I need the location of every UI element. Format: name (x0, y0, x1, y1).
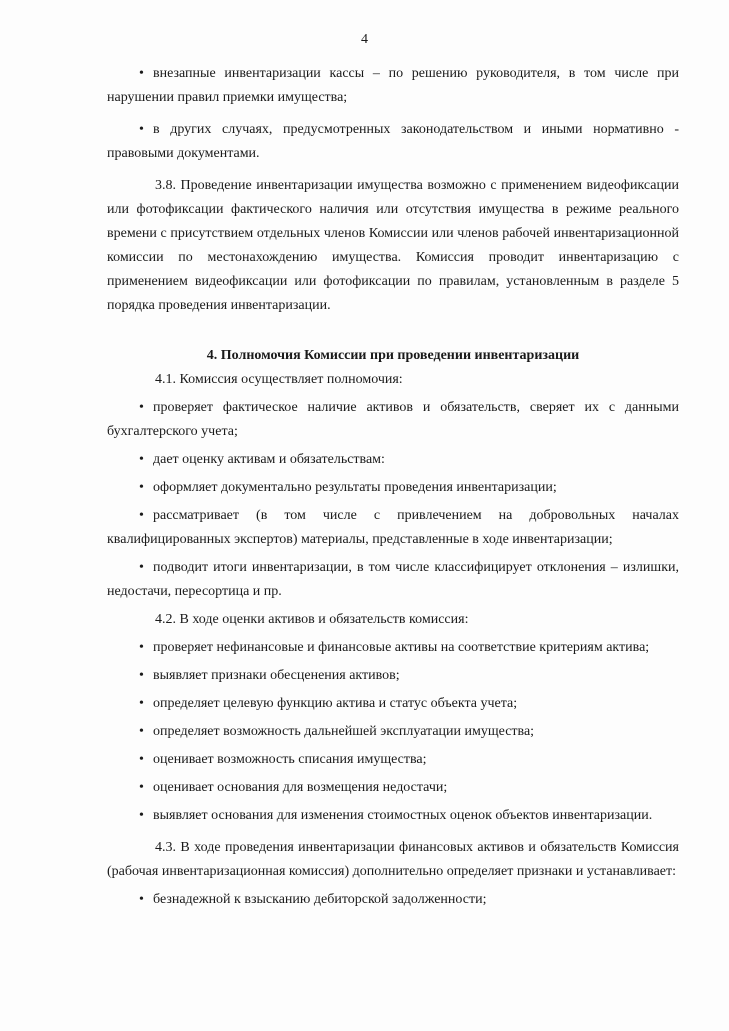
bullet-marker: • (139, 808, 144, 823)
bullet-marker: • (139, 892, 144, 907)
paragraph-4-3: 4.3. В ходе проведения инвентаризации финансовых активов и обязательств Комиссия (рабочая инвентаризационная комиссия) дополнительно определяет признаки и устанавливает: (107, 840, 679, 879)
bullet-item: • оценивает возможность списания имущества; (107, 748, 679, 772)
bullet-marker: • (139, 780, 144, 795)
bullet-marker: • (139, 400, 144, 415)
bullet-item: • дает оценку активам и обязательствам: (107, 448, 679, 472)
bullet-item: • проверяет нефинансовые и финансовые активы на соответствие критериям актива; (107, 636, 679, 660)
bullet-item: • оценивает основания для возмещения недостачи; (107, 776, 679, 800)
bullet-marker: • (139, 560, 144, 575)
bullet-marker: • (139, 66, 144, 81)
bullet-marker: • (139, 508, 144, 523)
bullet-item: • в других случаях, предусмотренных законодательством и иными нормативно - правовыми документами. (107, 118, 679, 166)
bullet-marker: • (139, 640, 144, 655)
section-heading: 4. Полномочия Комиссии при проведении инвентаризации (206, 348, 580, 363)
bullet-item: • проверяет фактическое наличие активов и обязательств, сверяет их с данными бухгалтерского учета; (107, 396, 679, 444)
bullet-item: • определяет целевую функцию актива и статус объекта учета; (107, 692, 679, 716)
bullet-item: • оформляет документально результаты проведения инвентаризации; (107, 476, 679, 500)
bullet-marker: • (139, 696, 144, 711)
bullet-marker: • (139, 668, 144, 683)
paragraph-3-8: 3.8. Проведение инвентаризации имущества возможно с применением видеофиксации или фотофиксации фактического наличия или отсутствия имущества в режиме реального времени с присутствием отдельных членов Комиссии или членов рабочей инвентаризационной комиссии по местонахождению имущества. Комиссия проводит инвентаризацию с применением видеофиксации или фотофиксации по правилам, установленным в разделе 5 порядка проведения инвентаризации. (107, 178, 679, 313)
page-number: 4 (361, 32, 368, 47)
bullet-marker: • (139, 122, 144, 137)
paragraph-4-1: 4.1. Комиссия осуществляет полномочия: (155, 372, 403, 387)
bullet-marker: • (139, 480, 144, 495)
bullet-item: • внезапные инвентаризации кассы – по решению руководителя, в том числе при нарушении правил приемки имущества; (107, 62, 679, 110)
bullet-item: • безнадежной к взысканию дебиторской задолженности; (107, 888, 679, 912)
document-body (107, 62, 679, 912)
bullet-item: • выявляет признаки обесценения активов; (107, 664, 679, 688)
bullet-item: • выявляет основания для изменения стоимостных оценок объектов инвентаризации. (107, 804, 679, 828)
bullet-item: • подводит итоги инвентаризации, в том числе классифицирует отклонения – излишки, недостачи, пересортица и пр. (107, 556, 679, 604)
bullet-item: • рассматривает (в том числе с привлечением на добровольных началах квалифицированных экспертов) материалы, представленные в ходе инвентаризации; (107, 504, 679, 552)
bullet-marker: • (139, 724, 144, 739)
bullet-item: • определяет возможность дальнейшей эксплуатации имущества; (107, 720, 679, 744)
paragraph-4-2: 4.2. В ходе оценки активов и обязательств комиссия: (155, 612, 469, 627)
bullet-marker: • (139, 452, 144, 467)
bullet-marker: • (139, 752, 144, 767)
